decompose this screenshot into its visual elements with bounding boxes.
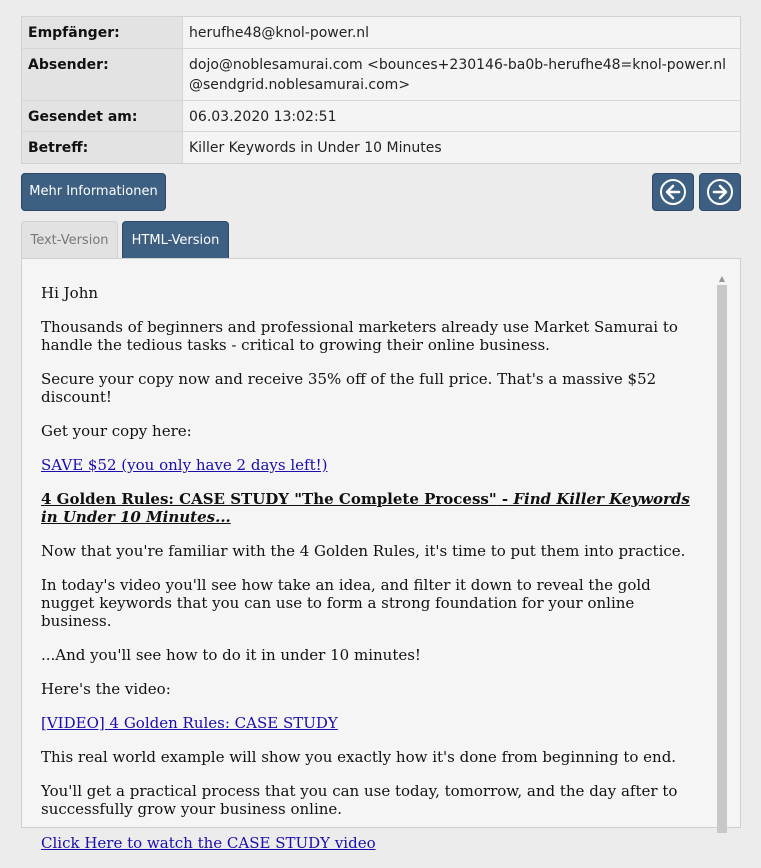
mail-paragraph: Here's the video: bbox=[41, 680, 171, 698]
arrow-left-circle-icon bbox=[659, 178, 687, 206]
sender-label: Absender: bbox=[22, 49, 183, 100]
recipient-label: Empfänger: bbox=[22, 17, 183, 48]
sender-value: dojo@noblesamurai.com <bounces+230146-ba0b-herufhe48=knol-power.nl@sendgrid.noblesamurai.com> bbox=[183, 49, 740, 100]
mail-paragraph: You'll get a practical process that you can use today, tomorrow, and the day after to successfully grow your business online. bbox=[41, 782, 678, 818]
header-row-subject bbox=[22, 132, 740, 163]
vertical-scrollbar[interactable] bbox=[716, 273, 728, 833]
scrollbar-thumb[interactable] bbox=[717, 285, 727, 833]
header-row-sent-at bbox=[22, 101, 740, 132]
mail-body bbox=[41, 284, 706, 868]
mail-content-pane[interactable] bbox=[21, 258, 741, 852]
save-discount-link[interactable]: SAVE $52 (you only have 2 days left!) bbox=[41, 456, 328, 474]
mail-paragraph: ...And you'll see how to do it in under 10 minutes! bbox=[41, 646, 421, 664]
mail-headline bbox=[41, 490, 706, 526]
subject-label: Betreff: bbox=[22, 132, 183, 163]
sent-at-value: 06.03.2020 13:02:51 bbox=[183, 101, 740, 131]
mail-paragraph: In today's video you'll see how take an idea, and filter it down to reveal the gold nugget keywords that you can use to form a strong foundation for your online business. bbox=[41, 576, 651, 630]
next-mail-button[interactable] bbox=[699, 173, 741, 211]
mail-greeting: Hi John bbox=[41, 284, 99, 302]
mail-paragraph bbox=[41, 714, 706, 732]
mail-paragraph: Now that you're familiar with the 4 Golden Rules, it's time to put them into practice. bbox=[41, 542, 686, 560]
video-link[interactable]: [VIDEO] 4 Golden Rules: CASE STUDY bbox=[41, 714, 338, 732]
mail-paragraph: Get your copy here: bbox=[41, 422, 192, 440]
watch-video-link[interactable]: Click Here to watch the CASE STUDY video bbox=[41, 834, 376, 852]
mail-paragraph bbox=[41, 834, 706, 852]
headline-main: 4 Golden Rules: CASE STUDY "The Complete Process" bbox=[41, 490, 497, 508]
subject-value: Killer Keywords in Under 10 Minutes bbox=[183, 132, 740, 163]
header-row-sender bbox=[22, 49, 740, 101]
headline-italic: Find Killer Keywords in Under 10 Minutes... bbox=[41, 490, 690, 526]
mail-paragraph: Thousands of beginners and professional marketers already use Market Samurai to handle the tedious tasks - critical to growing their online business. bbox=[41, 318, 678, 354]
arrow-right-circle-icon bbox=[706, 178, 734, 206]
headline-separator: - bbox=[496, 490, 514, 508]
scroll-up-arrow-icon[interactable]: ▲ bbox=[718, 274, 726, 283]
mail-paragraph: Secure your copy now and receive 35% off of the full price. That's a massive $52 discount! bbox=[41, 370, 657, 406]
mail-paragraph: This real world example will show you exactly how it's done from beginning to end. bbox=[41, 748, 677, 766]
sent-at-label: Gesendet am: bbox=[22, 101, 183, 131]
mail-header-table bbox=[21, 16, 741, 164]
previous-mail-button[interactable] bbox=[652, 173, 694, 211]
more-info-button[interactable]: Mehr Informationen bbox=[21, 173, 166, 211]
mail-paragraph bbox=[41, 456, 706, 474]
tab-text-version[interactable]: Text-Version bbox=[21, 221, 118, 259]
header-row-recipient bbox=[22, 17, 740, 49]
tab-html-version[interactable]: HTML-Version bbox=[122, 221, 229, 259]
recipient-value: herufhe48@knol-power.nl bbox=[183, 17, 740, 48]
